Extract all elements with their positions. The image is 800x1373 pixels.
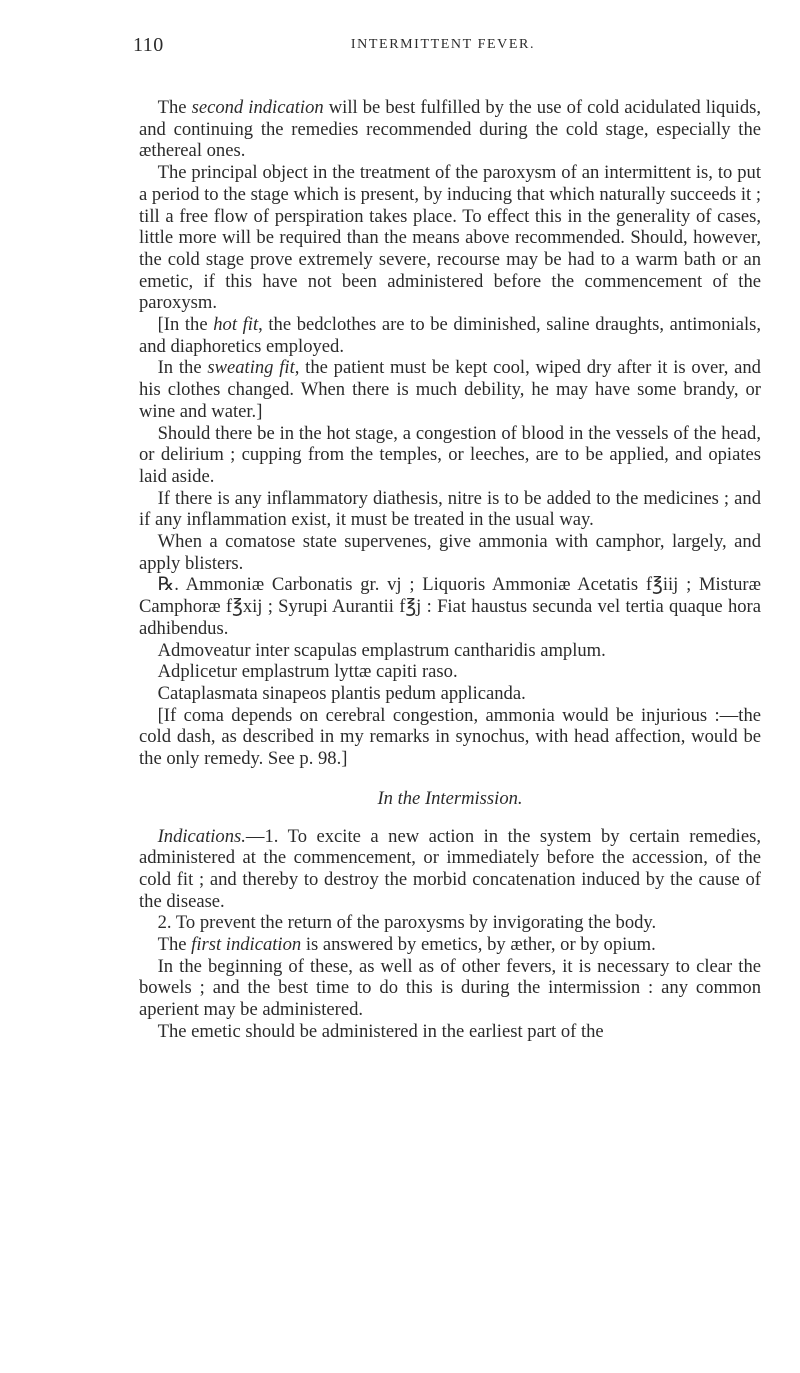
paragraph-first-indication: The first indication is answered by emetics, by æther, or by opium.	[157, 934, 656, 956]
running-title: INTERMITTENT FEVER.	[350, 37, 536, 52]
page-header	[133, 34, 753, 62]
paragraph-head-congestion: Should there be in the hot stage, a congestion of blood in the vessels of the head, or delirium ; cupping from the temples, or leeches, are to be applied, and opiates laid aside.	[139, 422, 761, 487]
section-heading-intermission: In the Intermission.	[377, 787, 523, 809]
paragraph-second-point: 2. To prevent the return of the paroxysms by invigorating the body.	[157, 912, 657, 934]
paragraph-lytta-plaster: Adplicetur emplastrum lyttæ capiti raso.	[157, 661, 458, 683]
paragraph-comatose-state: When a comatose state supervenes, give ammonia with camphor, largely, and apply blisters.	[139, 531, 761, 574]
body-text	[139, 97, 761, 1043]
paragraph-inflammatory-diathesis: If there is any inflammatory diathesis, nitre is to be added to the medicines ; and if any inflammation exist, it must be treated in the usual way.	[139, 487, 761, 531]
paragraph-cerebral-congestion: [If coma depends on cerebral congestion, ammonia would be injurious :—the cold dash, as described in my remarks in synochus, with head affection, would be the only remedy. See p. 98.]	[139, 704, 761, 770]
paragraph-emetic-timing: The emetic should be administered in the earliest part of the	[157, 1020, 604, 1042]
page-number: 110	[133, 34, 164, 56]
paragraph-prescription: ℞. Ammoniæ Carbonatis gr. vj ; Liquoris Ammoniæ Acetatis f℥iij ; Misturæ Camphoræ f℥xij ; Syrupi Aurantii f℥j : Fiat haustus secunda vel tertia quaque hora adhibendus.	[139, 574, 761, 639]
paragraph-cataplasm: Cataplasmata sinapeos plantis pedum applicanda.	[157, 682, 526, 704]
paragraph-cantharides: Admoveatur inter scapulas emplastrum cantharidis amplum.	[157, 639, 606, 661]
paragraph-hot-fit: [In the hot fit, the bedclothes are to be diminished, saline draughts, antimonials, and diaphoretics employed.	[139, 314, 761, 357]
paragraph-clear-bowels: In the beginning of these, as well as of other fevers, it is necessary to clear the bowels ; and the best time to do this is during the intermission : any common aperient may be administered.	[139, 955, 761, 1021]
paragraph-sweating-fit: In the sweating fit, the patient must be kept cool, wiped dry after it is over, and his clothes changed. When there is much debility, he may have some brandy, or wine and water.]	[139, 357, 761, 422]
paragraph-second-indication: The second indication will be best fulfilled by the use of cold acidulated liquids, and continuing the remedies recommended during the cold stage, especially the æthereal ones.	[139, 97, 761, 162]
paragraph-paroxysm-treatment: The principal object in the treatment of the paroxysm of an intermittent is, to put a period to the stage which is present, by inducing that which naturally succeeds it ; till a free flow of perspiration takes place. To effect this in the generality of cases, little more will be required than the means above recommended. Should, however, the cold stage prove extremely severe, recourse may be had to a warm bath or an emetic, if this have not been administered before the commencement of the paroxysm.	[139, 162, 761, 314]
paragraph-indications: Indications.—1. To excite a new action in the system by certain remedies, administered at the commencement, or immediately before the accession, of the cold fit ; and thereby to destroy the morbid concatenation induced by the cause of the disease.	[139, 825, 761, 912]
